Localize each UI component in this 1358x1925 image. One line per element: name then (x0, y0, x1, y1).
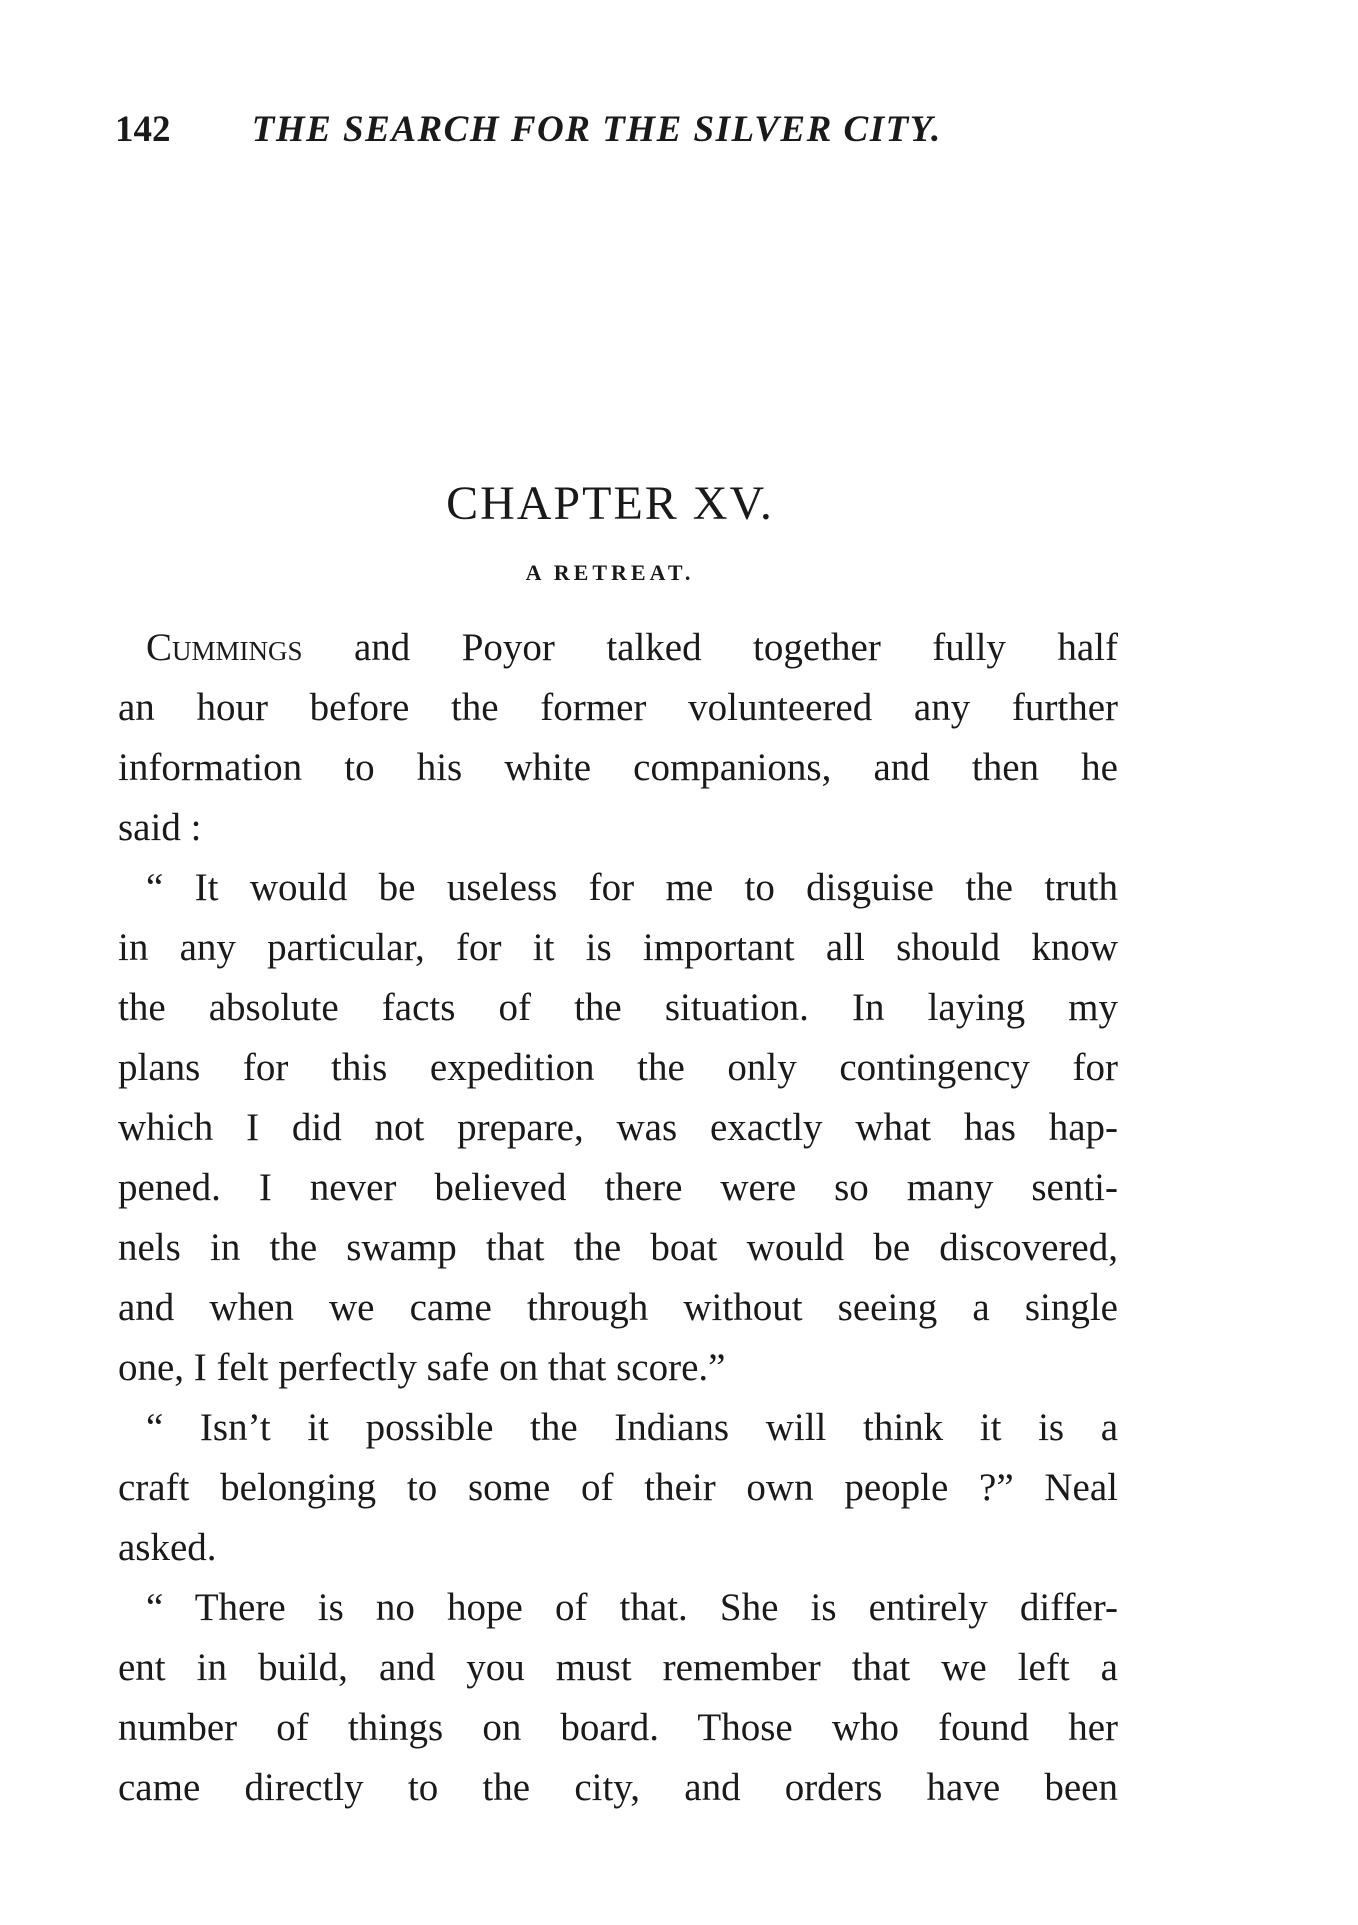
text-line: “ There is no hope of that. She is entirely differ- (146, 1586, 1118, 1629)
text-line: in any particular, for it is important all should know (118, 926, 1118, 969)
text-line: plans for this expedition the only contingency for (118, 1046, 1118, 1089)
text-line: said : (118, 806, 202, 849)
running-head (115, 108, 1115, 152)
text-line: an hour before the former volunteered any further (118, 686, 1118, 729)
text-line: nels in the swamp that the boat would be discovered, (118, 1226, 1118, 1269)
text-line: number of things on board. Those who found her (118, 1706, 1118, 1749)
text-line: and when we came through without seeing a single (118, 1286, 1118, 1329)
chapter-heading: CHAPTER XV. (446, 477, 774, 530)
line-text: and Poyor talked together fully half (302, 626, 1118, 669)
chapter-subtitle: A RETREAT. (525, 560, 695, 585)
text-line: the absolute facts of the situation. In laying my (118, 986, 1118, 1029)
text-line: ent in build, and you must remember that we left a (118, 1646, 1118, 1689)
text-line: asked. (118, 1526, 217, 1569)
text-line: information to his white companions, and then he (118, 746, 1118, 789)
text-line (118, 618, 1118, 678)
text-line: craft belonging to some of their own people ?” Neal (118, 1466, 1118, 1509)
text-line: “ Isn’t it possible the Indians will think it is a (146, 1406, 1118, 1449)
page-number: 142 (115, 109, 171, 150)
text-line: “ It would be useless for me to disguise the truth (146, 866, 1118, 909)
lead-word: Cummings (146, 626, 303, 669)
text-line: one, I felt perfectly safe on that score.” (118, 1346, 726, 1389)
text-line: came directly to the city, and orders have been (118, 1766, 1118, 1809)
text-line: which I did not prepare, was exactly what has hap- (118, 1106, 1118, 1149)
running-title: THE SEARCH FOR THE SILVER CITY. (251, 109, 942, 150)
body-text (118, 618, 1118, 1818)
text-line: pened. I never believed there were so many senti- (118, 1166, 1118, 1209)
